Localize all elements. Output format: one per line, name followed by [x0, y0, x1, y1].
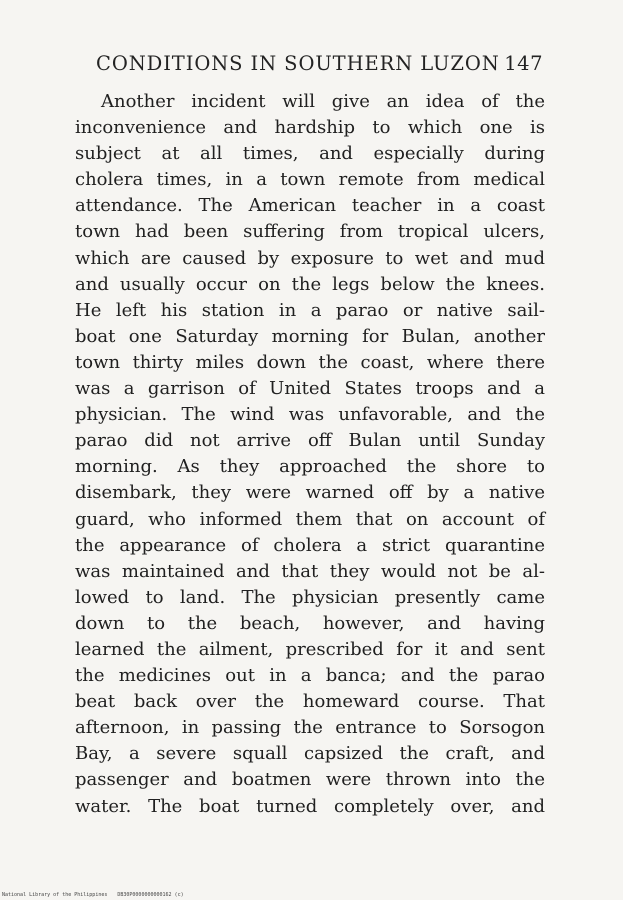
text-line: town thirty miles down the coast, where there — [75, 351, 545, 373]
running-title: CONDITIONS IN SOUTHERN LUZON — [96, 52, 500, 75]
text-line: down to the beach, however, and having — [75, 612, 545, 634]
text-line: was a garrison of United States troops and a — [75, 378, 545, 400]
text-line: parao did not arrive off Bulan until Sunday — [75, 430, 545, 452]
text-line: morning. As they approached the shore to — [75, 456, 545, 478]
text-line: water. The boat turned completely over, and — [75, 795, 545, 817]
text-line: which are caused by exposure to wet and mud — [75, 247, 545, 269]
paragraph — [75, 89, 545, 820]
text-line: the appearance of cholera a strict quarantine — [75, 534, 545, 556]
text-line: subject at all times, and especially during — [75, 143, 545, 165]
text-line: beat back over the homeward course. That — [75, 691, 545, 713]
scan-footer — [2, 892, 184, 898]
page-number: 147 — [504, 52, 543, 75]
text-line: physician. The wind was unfavorable, and the — [75, 404, 545, 426]
text-line: attendance. The American teacher in a coast — [75, 195, 545, 217]
text-line: and usually occur on the legs below the knees. — [75, 273, 545, 295]
running-head — [96, 52, 543, 75]
text-line: He left his station in a parao or native sail- — [75, 299, 545, 321]
text-line: boat one Saturday morning for Bulan, another — [75, 325, 545, 347]
text-line: afternoon, in passing the entrance to Sorsogon — [75, 717, 545, 739]
text-line: town had been suffering from tropical ulcers, — [75, 221, 545, 243]
text-line: learned the ailment, prescribed for it and sent — [75, 638, 545, 660]
text-line: lowed to land. The physician presently came — [75, 586, 545, 608]
text-line: cholera times, in a town remote from medical — [75, 169, 545, 191]
text-line: the medicines out in a banca; and the parao — [75, 665, 545, 687]
text-line: inconvenience and hardship to which one is — [75, 117, 545, 139]
text-line: disembark, they were warned off by a native — [75, 482, 545, 504]
text-line: was maintained and that they would not be al- — [75, 560, 545, 582]
text-line: Bay, a severe squall capsized the craft, and — [75, 743, 545, 765]
text-line: passenger and boatmen were thrown into the — [75, 769, 545, 791]
library-credit: National Library of the Philippines — [2, 892, 108, 898]
text-line: Another incident will give an idea of the — [101, 91, 545, 112]
text-line: guard, who informed them that on account of — [75, 508, 545, 530]
scan-code: DB30P0000000000162 (c) — [117, 892, 184, 898]
